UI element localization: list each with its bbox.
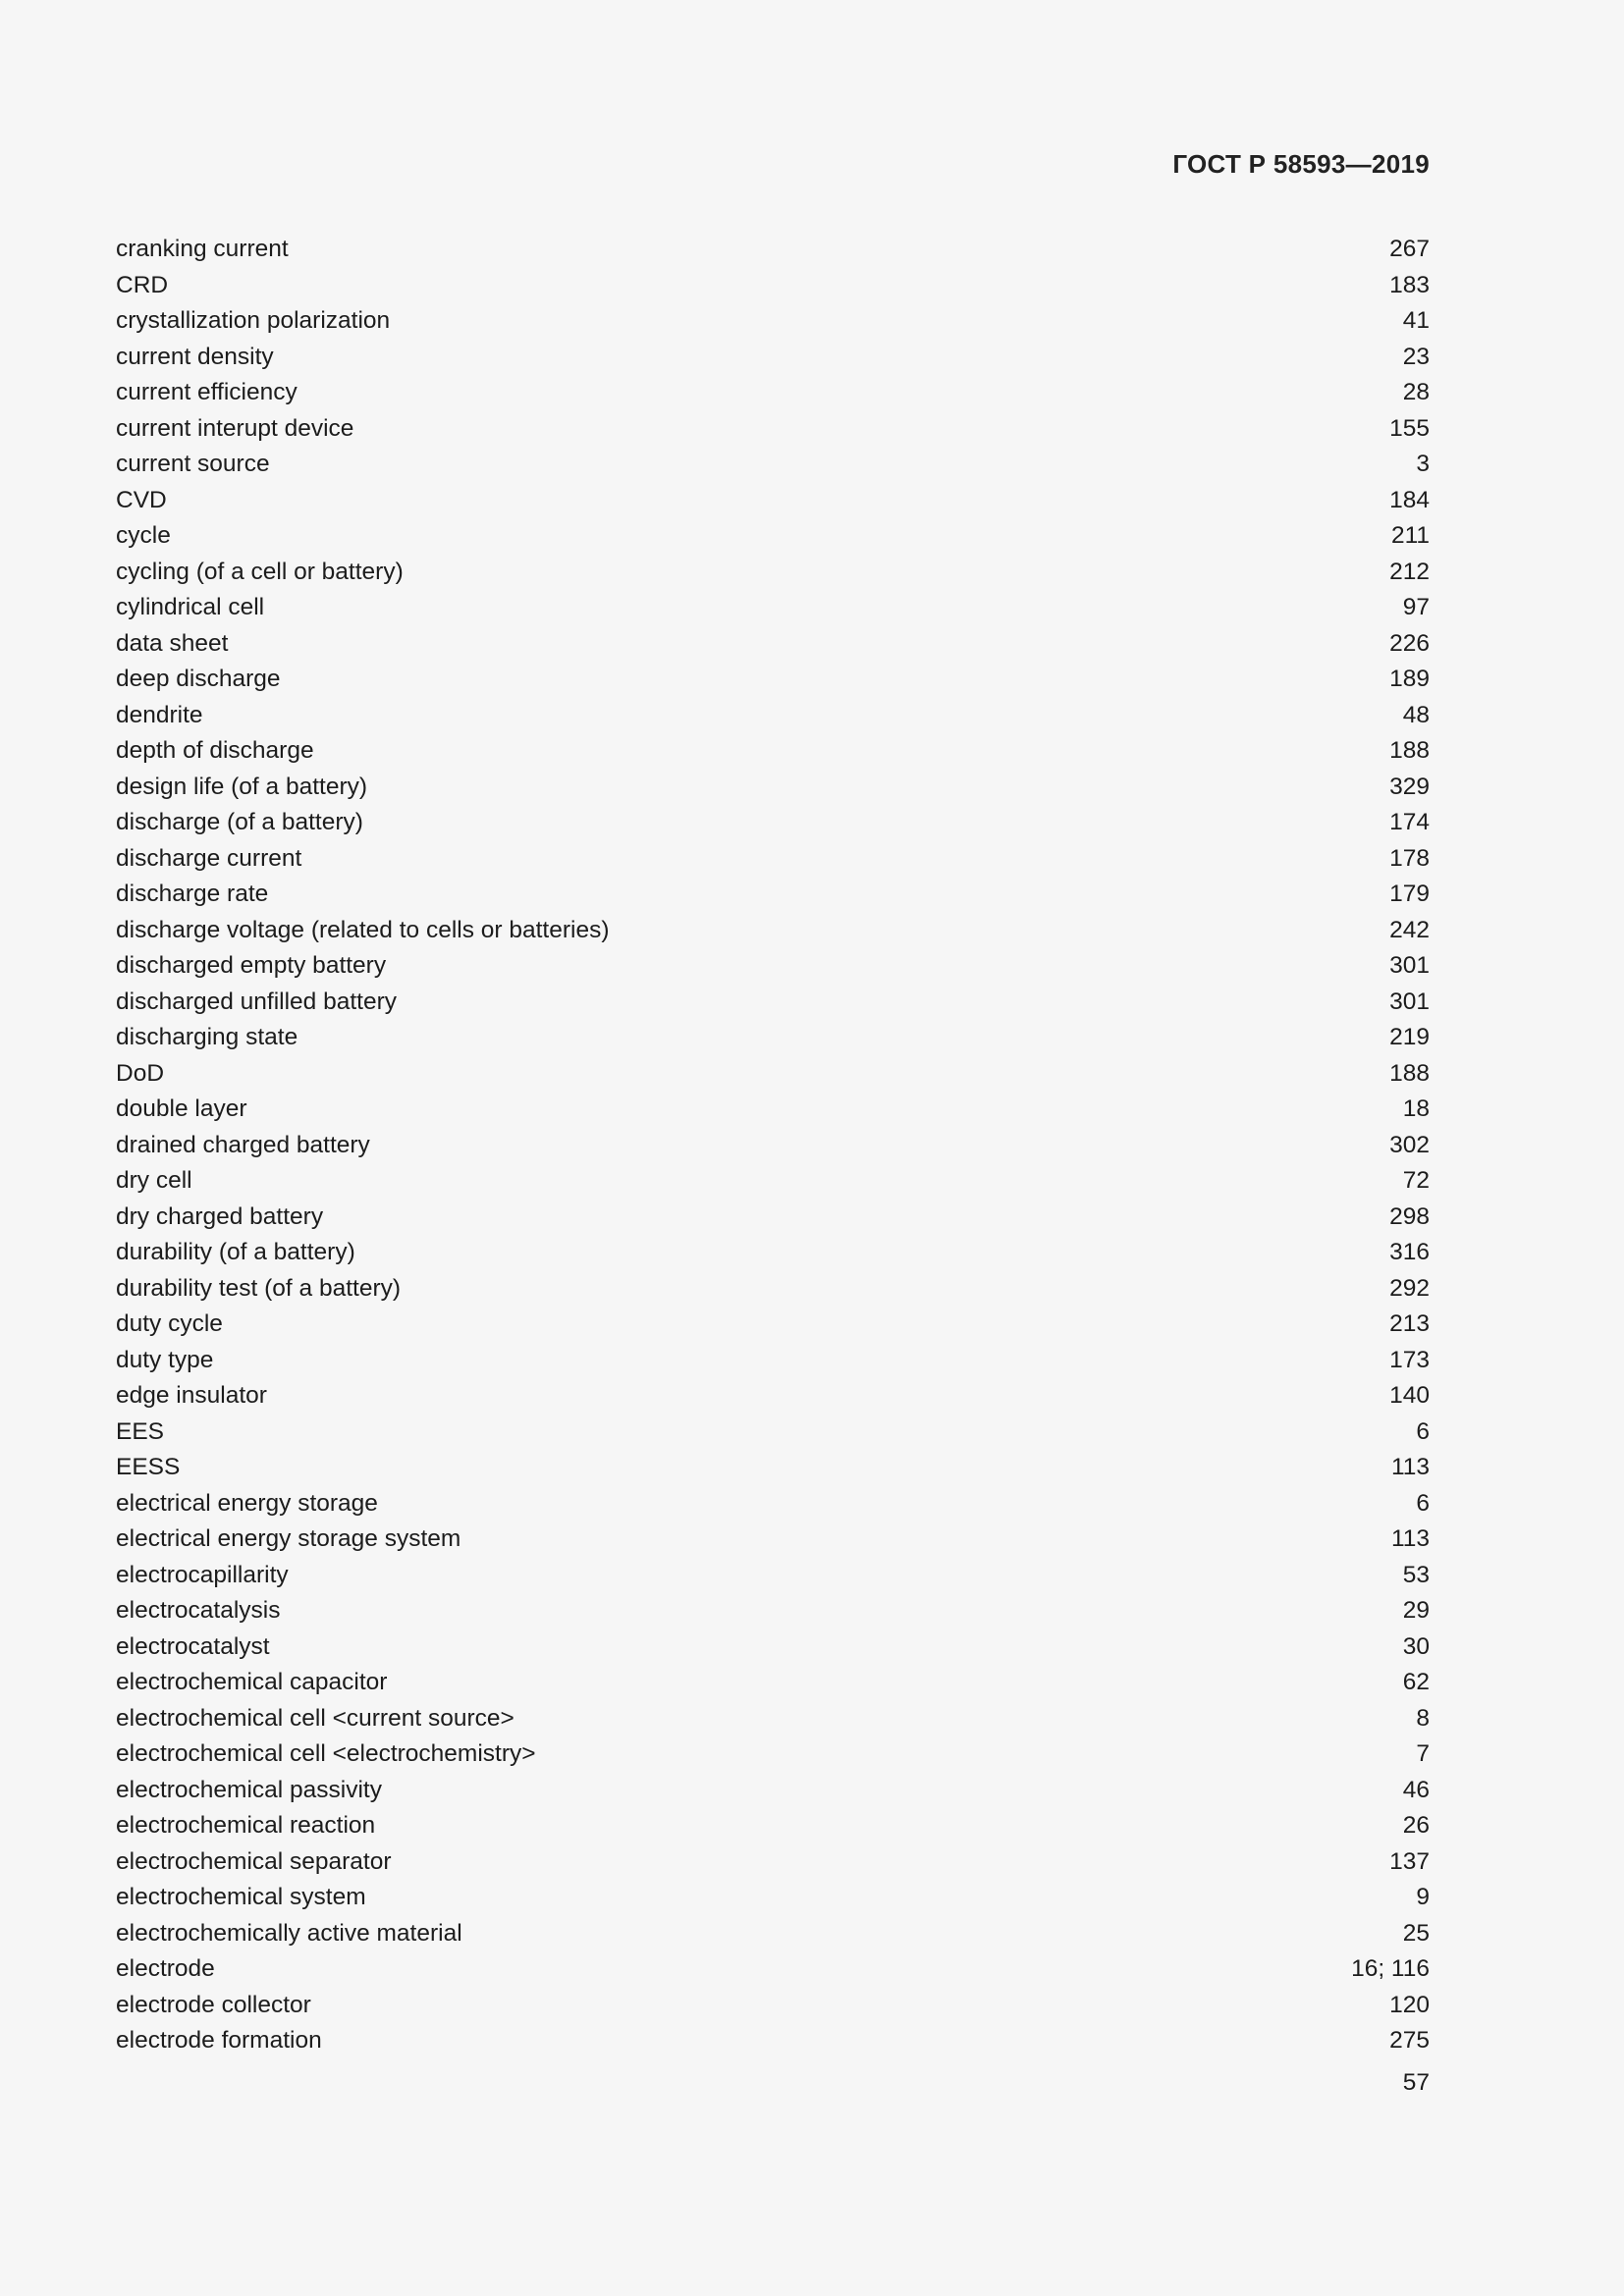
index-reference-number: 179 bbox=[1389, 881, 1430, 907]
index-entry bbox=[116, 1092, 1430, 1128]
index-reference-number: 301 bbox=[1389, 952, 1430, 979]
index-reference-number: 219 bbox=[1389, 1024, 1430, 1050]
index-term: cranking current bbox=[116, 236, 289, 262]
index-entry bbox=[116, 268, 1430, 304]
index-term: electrocatalyst bbox=[116, 1632, 270, 1660]
index-entry bbox=[116, 1486, 1430, 1522]
index-term: dendrite bbox=[116, 701, 203, 728]
index-term: data sheet bbox=[116, 629, 229, 657]
index-entry bbox=[116, 1056, 1430, 1093]
index-term: edge insulator bbox=[116, 1382, 267, 1409]
standard-header: ГОСТ Р 58593—2019 bbox=[1172, 149, 1430, 179]
index-reference-number: 46 bbox=[1402, 1776, 1430, 1803]
index-reference-number: 155 bbox=[1389, 414, 1430, 442]
index-reference-number: 213 bbox=[1389, 1310, 1430, 1337]
index-entry bbox=[116, 1522, 1430, 1558]
index-term: electrical energy storage system bbox=[116, 1525, 461, 1552]
index-reference-number: 275 bbox=[1389, 2027, 1430, 2054]
index-term: current density bbox=[116, 343, 274, 370]
index-reference-number: 316 bbox=[1389, 1239, 1430, 1265]
index-entry bbox=[116, 1020, 1430, 1056]
index-reference-number: 140 bbox=[1389, 1382, 1430, 1409]
index-entry bbox=[116, 877, 1430, 913]
index-term: electrocatalysis bbox=[116, 1597, 281, 1624]
index-entry bbox=[116, 1951, 1430, 1988]
index-reference-number: 62 bbox=[1402, 1669, 1430, 1695]
index-term: electrochemically active material bbox=[116, 1919, 462, 1947]
index-entry bbox=[116, 1415, 1430, 1451]
index-entry bbox=[116, 1343, 1430, 1379]
index-term: electrochemical passivity bbox=[116, 1776, 382, 1803]
index-entry bbox=[116, 518, 1430, 555]
index-reference-number: 18 bbox=[1402, 1095, 1430, 1122]
index-reference-number: 329 bbox=[1389, 773, 1430, 800]
index-term: electrode bbox=[116, 1955, 215, 1982]
index-entry bbox=[116, 913, 1430, 949]
index-entry bbox=[116, 1665, 1430, 1701]
index-entry bbox=[116, 1808, 1430, 1844]
index-reference-number: 97 bbox=[1402, 594, 1430, 620]
index-reference-number: 298 bbox=[1389, 1202, 1430, 1230]
index-entry bbox=[116, 1163, 1430, 1200]
index-reference-number: 184 bbox=[1389, 486, 1430, 513]
index-term: cycling (of a cell or battery) bbox=[116, 558, 404, 585]
index-term: duty cycle bbox=[116, 1310, 223, 1337]
index-entry bbox=[116, 1307, 1430, 1343]
index-reference-number: 28 bbox=[1402, 379, 1430, 405]
index-entry bbox=[116, 805, 1430, 841]
index-reference-number: 41 bbox=[1402, 307, 1430, 334]
index-term: cycle bbox=[116, 522, 171, 549]
index-entry bbox=[116, 375, 1430, 411]
index-term: discharged empty battery bbox=[116, 952, 387, 979]
index-entry bbox=[116, 1271, 1430, 1308]
index-entry bbox=[116, 2023, 1430, 2059]
index-term: discharge current bbox=[116, 844, 302, 872]
index-reference-number: 188 bbox=[1389, 1059, 1430, 1087]
index-term: drained charged battery bbox=[116, 1131, 370, 1158]
index-entry bbox=[116, 303, 1430, 340]
index-term: electrode collector bbox=[116, 1991, 311, 2018]
index-term: discharge voltage (related to cells or batteries) bbox=[116, 916, 610, 943]
index-term: crystallization polarization bbox=[116, 307, 391, 334]
index-reference-number: 6 bbox=[1416, 1489, 1430, 1517]
index-reference-number: 30 bbox=[1402, 1632, 1430, 1660]
index-entry bbox=[116, 1880, 1430, 1916]
index-reference-number: 178 bbox=[1389, 844, 1430, 872]
index-reference-number: 113 bbox=[1390, 1454, 1430, 1480]
index-term: double layer bbox=[116, 1095, 247, 1122]
index-reference-number: 9 bbox=[1416, 1884, 1430, 1910]
index-entry bbox=[116, 1916, 1430, 1952]
index-entry bbox=[116, 340, 1430, 376]
index-term: durability test (of a battery) bbox=[116, 1274, 402, 1302]
index-term: electrocapillarity bbox=[116, 1561, 289, 1588]
index-term: dry cell bbox=[116, 1167, 192, 1194]
index-entry bbox=[116, 411, 1430, 448]
index-reference-number: 211 bbox=[1390, 522, 1430, 549]
index-term: EES bbox=[116, 1417, 165, 1445]
index-reference-number: 189 bbox=[1389, 666, 1430, 692]
index-entry bbox=[116, 1128, 1430, 1164]
index-term: electrochemical capacitor bbox=[116, 1669, 388, 1695]
index-entry bbox=[116, 1773, 1430, 1809]
index-entry bbox=[116, 1736, 1430, 1773]
index-term: discharge (of a battery) bbox=[116, 809, 363, 835]
index-entry bbox=[116, 1593, 1430, 1629]
index-entry bbox=[116, 1988, 1430, 2024]
index-reference-number: 16; 116 bbox=[1351, 1955, 1430, 1982]
index-entry bbox=[116, 1200, 1430, 1236]
index-entry bbox=[116, 733, 1430, 770]
page-number: 57 bbox=[1402, 2069, 1430, 2096]
index-term: depth of discharge bbox=[116, 737, 314, 764]
index-entry bbox=[116, 1629, 1430, 1666]
index-reference-number: 7 bbox=[1416, 1740, 1430, 1767]
index-entry bbox=[116, 1558, 1430, 1594]
index-term: electrochemical cell <current source> bbox=[116, 1704, 514, 1732]
index-entry bbox=[116, 662, 1430, 698]
index-entry bbox=[116, 1450, 1430, 1486]
index-reference-number: 292 bbox=[1389, 1274, 1430, 1302]
index-term: discharging state bbox=[116, 1024, 298, 1050]
index-reference-number: 226 bbox=[1389, 629, 1430, 657]
index-term: discharge rate bbox=[116, 881, 269, 907]
index-entry bbox=[116, 232, 1430, 268]
index-entry bbox=[116, 590, 1430, 626]
index-entry bbox=[116, 841, 1430, 878]
index-term: CRD bbox=[116, 271, 169, 298]
index-entry bbox=[116, 1701, 1430, 1737]
index-entry bbox=[116, 626, 1430, 663]
index-entry bbox=[116, 698, 1430, 734]
index-reference-number: 174 bbox=[1389, 809, 1430, 835]
index-term: design life (of a battery) bbox=[116, 773, 368, 800]
index-entry bbox=[116, 985, 1430, 1021]
index-reference-number: 188 bbox=[1389, 737, 1430, 764]
index-term: discharged unfilled battery bbox=[116, 988, 398, 1015]
index-reference-number: 301 bbox=[1389, 988, 1430, 1015]
index-reference-number: 29 bbox=[1402, 1597, 1430, 1624]
index-entry bbox=[116, 1378, 1430, 1415]
index-entry bbox=[116, 1235, 1430, 1271]
index-reference-number: 48 bbox=[1402, 701, 1430, 728]
index-term: current source bbox=[116, 451, 270, 477]
index-reference-number: 242 bbox=[1389, 916, 1430, 943]
index-term: CVD bbox=[116, 486, 167, 513]
index-reference-number: 25 bbox=[1402, 1919, 1430, 1947]
index-reference-number: 8 bbox=[1416, 1704, 1430, 1732]
index-entry bbox=[116, 1844, 1430, 1881]
index-term: electrical energy storage bbox=[116, 1489, 378, 1517]
index-term: durability (of a battery) bbox=[116, 1239, 355, 1265]
index-term: current interupt device bbox=[116, 414, 354, 442]
index-reference-number: 183 bbox=[1389, 271, 1430, 298]
index-reference-number: 23 bbox=[1402, 343, 1430, 370]
index-entry bbox=[116, 770, 1430, 806]
index-term: electrochemical reaction bbox=[116, 1812, 376, 1839]
index-reference-number: 267 bbox=[1389, 236, 1430, 262]
index-term: electrochemical system bbox=[116, 1884, 366, 1910]
term-index-list bbox=[116, 232, 1430, 2059]
index-entry bbox=[116, 483, 1430, 519]
index-reference-number: 113 bbox=[1390, 1525, 1430, 1552]
index-reference-number: 302 bbox=[1389, 1131, 1430, 1158]
index-reference-number: 3 bbox=[1416, 451, 1430, 477]
index-term: electrochemical cell <electrochemistry> bbox=[116, 1740, 536, 1767]
index-term: duty type bbox=[116, 1346, 214, 1373]
index-term: electrochemical separator bbox=[116, 1847, 392, 1875]
index-term: deep discharge bbox=[116, 666, 281, 692]
index-reference-number: 26 bbox=[1402, 1812, 1430, 1839]
index-term: dry charged battery bbox=[116, 1202, 324, 1230]
index-entry bbox=[116, 948, 1430, 985]
index-term: electrode formation bbox=[116, 2027, 322, 2054]
index-reference-number: 212 bbox=[1389, 558, 1430, 585]
index-reference-number: 53 bbox=[1402, 1561, 1430, 1588]
index-reference-number: 173 bbox=[1389, 1346, 1430, 1373]
index-entry bbox=[116, 447, 1430, 483]
index-term: cylindrical cell bbox=[116, 594, 265, 620]
index-reference-number: 72 bbox=[1402, 1167, 1430, 1194]
index-reference-number: 120 bbox=[1389, 1991, 1430, 2018]
index-reference-number: 6 bbox=[1416, 1417, 1430, 1445]
index-term: DoD bbox=[116, 1059, 165, 1087]
index-entry bbox=[116, 555, 1430, 591]
index-term: current efficiency bbox=[116, 379, 298, 405]
index-term: EESS bbox=[116, 1454, 181, 1480]
index-reference-number: 137 bbox=[1389, 1847, 1430, 1875]
